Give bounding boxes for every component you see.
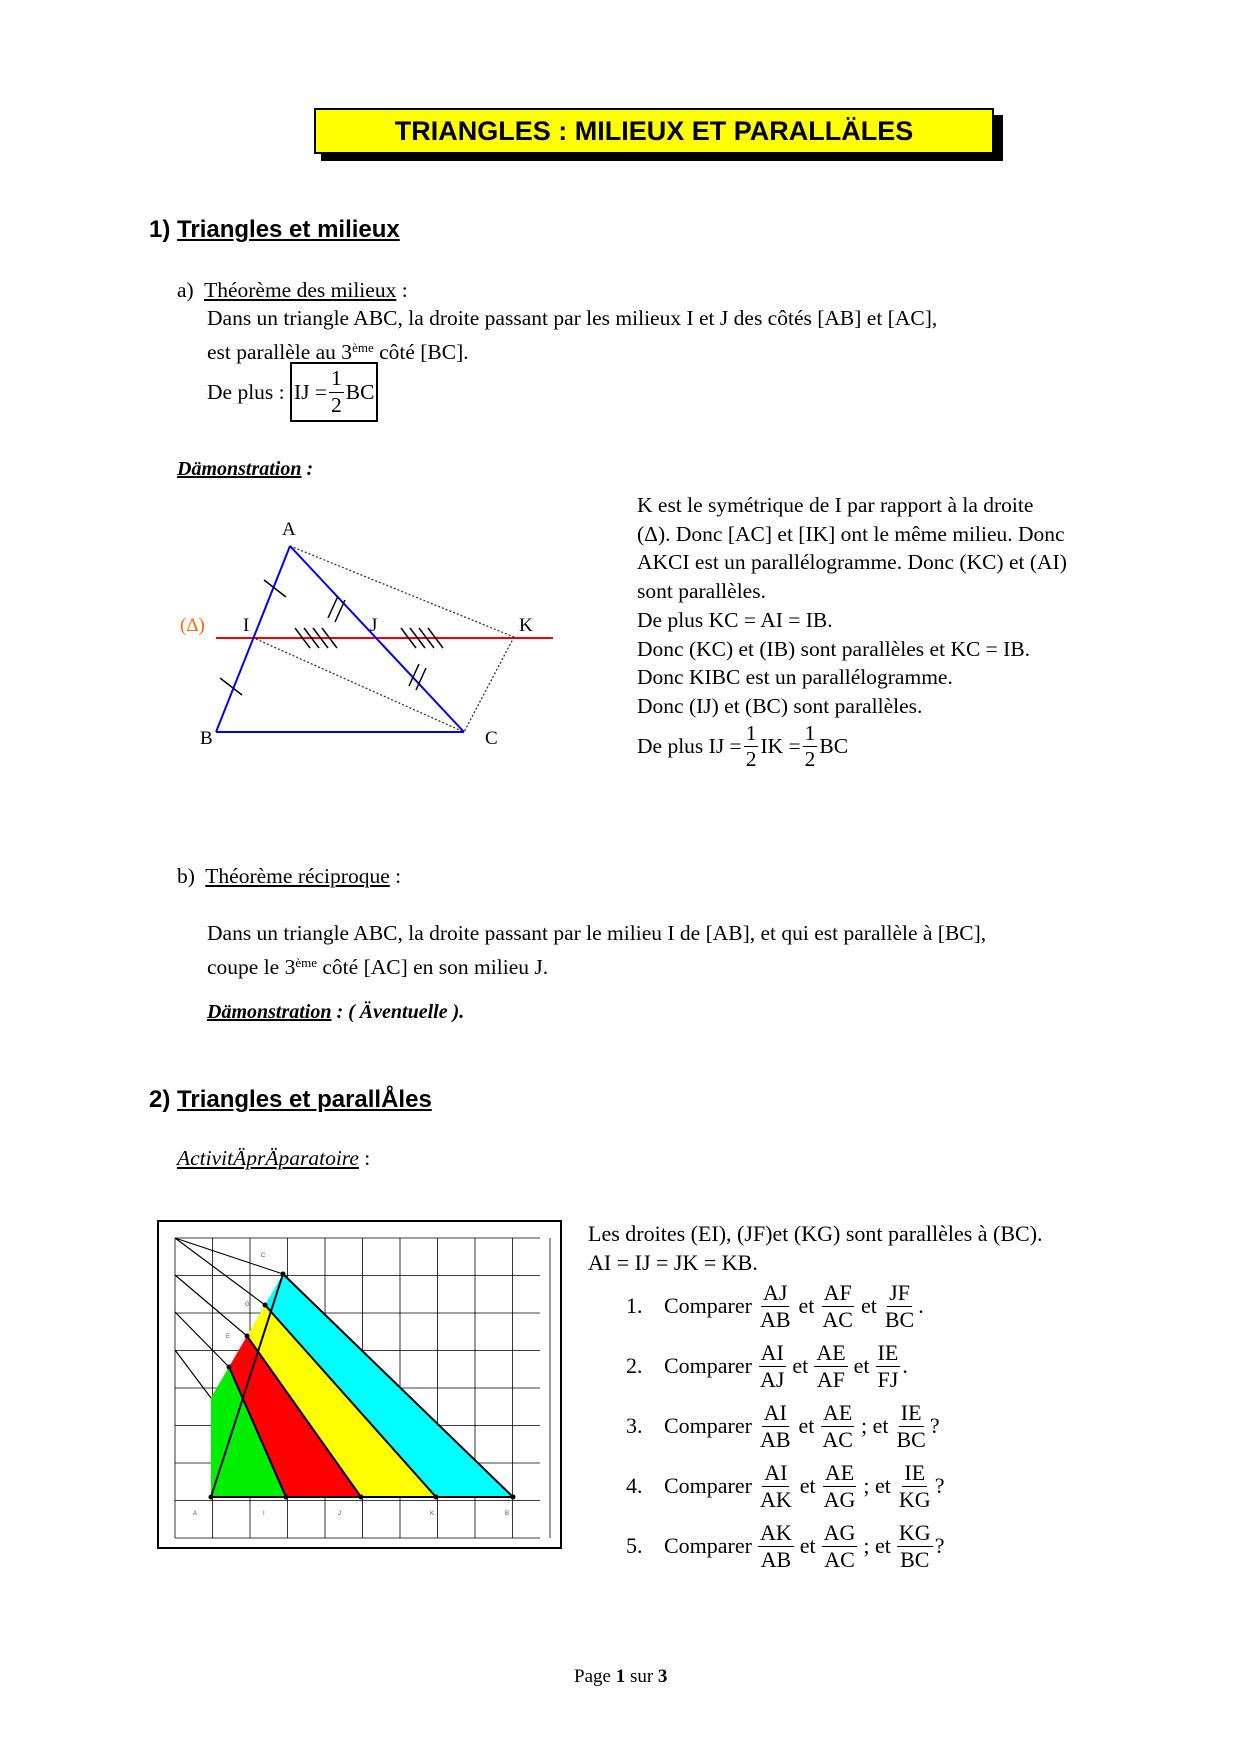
question-fraction-1-den: AB [759, 1426, 791, 1452]
question-end: ? [929, 1413, 940, 1438]
question-end: . [918, 1293, 924, 1318]
question-fraction-2 [820, 1279, 855, 1332]
question-fraction-2-num: AE [824, 1459, 855, 1485]
tiny-label-E: E [226, 1334, 231, 1340]
b-line2-sup: ème [295, 955, 318, 970]
midpoint-figure [170, 500, 570, 760]
question-sep-2: ; et [863, 1473, 891, 1498]
footer-page: 1 [615, 1666, 626, 1687]
section2-label: Triangles et parallÅles [177, 1086, 432, 1113]
question-item [626, 1456, 944, 1516]
question-fraction-3-den: BC [884, 1306, 915, 1332]
a-colon: : [396, 278, 408, 302]
question-fraction-3-den: FJ [877, 1366, 899, 1392]
question-verb: Comparer [664, 1353, 752, 1378]
question-fraction-2-num: AE [816, 1339, 846, 1365]
question-fraction-1-num: AJ [763, 1279, 788, 1305]
question-fraction-3 [894, 1399, 927, 1452]
proof-last-pre: De plus IJ = [637, 734, 742, 759]
a-title: Théorème des milieux [204, 278, 397, 302]
tiny-label-I: I [263, 1511, 265, 1517]
tiny-label-A: A [193, 1511, 198, 1517]
tiny-label-C: C [261, 1253, 266, 1259]
section1-label: Triangles et milieux [177, 216, 400, 243]
tiny-label-G: G [245, 1302, 250, 1308]
proof-den1: 2 [745, 747, 757, 772]
formula-num: 1 [329, 368, 344, 393]
formula-den: 2 [331, 392, 342, 417]
question-fraction-1-den: AJ [759, 1366, 785, 1392]
theorem-a-heading [177, 276, 408, 305]
questions-list [626, 1276, 944, 1576]
label-J: J [370, 615, 378, 636]
label-delta: (Δ) [180, 615, 205, 636]
proof-num1: 1 [744, 723, 759, 748]
question-verb: Comparer [664, 1413, 752, 1438]
question-fraction-3-den: BC [896, 1426, 926, 1452]
a-line2-post: côté [BC]. [373, 340, 469, 364]
a-marker: a) [177, 278, 194, 302]
label-B: B [200, 728, 213, 749]
question-number: 2. [626, 1353, 643, 1378]
question-number: 5. [626, 1533, 643, 1558]
question-fraction-1 [758, 1399, 793, 1452]
question-fraction-1-num: AI [763, 1399, 787, 1425]
question-sep-1: et [798, 1413, 815, 1438]
tiny-label-K: K [430, 1511, 435, 1517]
page-title: TRIANGLES : MILIEUX ET PARALLÄLES [314, 108, 994, 154]
question-fraction-3 [883, 1279, 916, 1332]
question-fraction-1 [758, 1519, 794, 1572]
question-end: ? [934, 1533, 945, 1558]
question-sep-2: et [860, 1293, 877, 1318]
section2-number: 2) [149, 1086, 171, 1113]
grid-figure [157, 1220, 563, 1550]
footer-total: 3 [657, 1666, 668, 1687]
proof-fraction-1 [744, 720, 759, 772]
question-fraction-2-den: AF [816, 1366, 846, 1392]
proof-den2: 2 [804, 747, 816, 772]
question-fraction-2 [820, 1399, 855, 1452]
label-K: K [519, 615, 533, 636]
question-fraction-3-den: BC [900, 1546, 930, 1572]
b-demo-rest: : ( Äventuelle ). [331, 1001, 465, 1023]
question-fraction-3-num: IE [877, 1339, 899, 1365]
question-verb: Comparer [664, 1293, 752, 1318]
activity-heading [177, 1144, 370, 1173]
b-colon: : [389, 864, 402, 888]
a-line2-pre: est parallèle au 3 [207, 340, 353, 364]
section1-number: 1) [149, 216, 171, 243]
question-fraction-2 [822, 1519, 858, 1572]
question-number: 3. [626, 1413, 643, 1438]
label-A: A [282, 519, 296, 540]
page-footer [574, 1666, 667, 1688]
question-fraction-1-den: AB [760, 1546, 792, 1572]
question-fraction-3-num: KG [898, 1519, 931, 1545]
question-fraction-1-num: AI [760, 1339, 784, 1365]
section2-heading [149, 1086, 432, 1114]
question-end: . [902, 1353, 908, 1378]
question-fraction-1 [758, 1339, 786, 1392]
question-fraction-1-den: AK [759, 1486, 792, 1512]
footer-pre: Page [574, 1666, 616, 1687]
question-fraction-3-num: IE [900, 1399, 922, 1425]
question-fraction-2-den: AC [824, 1546, 855, 1572]
proof-line: De plus KC = AI = IB. [637, 607, 833, 632]
question-sep-1: et [799, 1533, 816, 1558]
question-fraction-1-den: AB [759, 1306, 791, 1332]
theorem-a-formula [207, 362, 378, 422]
intro-line-1: Les droites (EI), (JF)et (KG) sont parallèles à (BC). [588, 1221, 1043, 1246]
demo-label-1 [177, 458, 313, 481]
proof-fraction-2 [803, 720, 818, 772]
question-fraction-2-den: AC [822, 1426, 853, 1452]
question-fraction-2-den: AG [823, 1486, 856, 1512]
label-I: I [243, 615, 250, 636]
question-fraction-1 [758, 1459, 794, 1512]
deplus-label: De plus : [207, 379, 285, 404]
demo-label-text: Dämonstration [177, 458, 302, 480]
question-fraction-2 [822, 1459, 858, 1512]
label-C: C [485, 728, 498, 749]
proof-last-mid: IK = [760, 734, 801, 759]
question-fraction-2-num: AF [823, 1279, 852, 1305]
question-verb: Comparer [664, 1533, 752, 1558]
proof-last-post: BC [819, 734, 849, 759]
question-sep-1: et [792, 1353, 809, 1378]
a-line2-sup: ème [352, 340, 374, 355]
tiny-label-B: B [505, 1511, 510, 1517]
question-number: 4. [626, 1473, 643, 1498]
question-verb: Comparer [664, 1473, 752, 1498]
proof-text [637, 491, 1067, 771]
question-fraction-3-num: JF [889, 1279, 910, 1305]
question-sep-2: ; et [860, 1413, 889, 1438]
question-item [626, 1336, 944, 1396]
question-sep-1: et [798, 1293, 815, 1318]
intro-line-2: AI = IJ = JK = KB. [588, 1250, 758, 1275]
b-line2-pre: coupe le 3 [207, 955, 296, 979]
proof-line: K est le symétrique de I par rapport à la droite [637, 493, 1034, 517]
demo-colon: : [301, 458, 314, 480]
theorem-b-line1: Dans un triangle ABC, la droite passant par le milieu I de [AB], et qui est parallèle à [BC], [207, 921, 987, 945]
demo-label-2 [207, 1001, 464, 1024]
footer-mid: sur [625, 1666, 658, 1687]
activity-colon: : [358, 1146, 371, 1170]
question-fraction-3-num: IE [904, 1459, 926, 1485]
proof-line: (Δ). Donc [AC] et [IK] ont le même milieu. Donc [637, 521, 1065, 546]
question-fraction-1-num: AI [764, 1459, 788, 1485]
proof-num2: 1 [803, 723, 818, 748]
theorem-b-line2 [207, 948, 548, 982]
question-fraction-2-num: AG [823, 1519, 856, 1545]
proof-line: Donc (KC) et (IB) sont parallèles et KC = IB. [637, 636, 1031, 661]
theorem-a-line1: Dans un triangle ABC, la droite passant par les milieux I et J des côtés [AB] et [AC], [207, 306, 938, 330]
b-line2-post: côté [AC] en son milieu J. [317, 955, 549, 979]
question-item [626, 1396, 944, 1456]
question-sep-1: et [799, 1473, 816, 1498]
question-fraction-1 [758, 1279, 793, 1332]
question-number: 1. [626, 1293, 643, 1318]
activity-label: ActivitÄprÄparatoire [177, 1146, 359, 1170]
proof-line: AKCI est un parallélogramme. Donc (KC) et (AI) [637, 550, 1067, 575]
section1-heading [149, 216, 400, 244]
question-fraction-2-num: AE [823, 1399, 853, 1425]
formula-fraction [329, 368, 344, 416]
proof-line: Donc KIBC est un parallélogramme. [637, 665, 953, 690]
question-item [626, 1276, 944, 1336]
proof-line: sont parallèles. [637, 579, 766, 604]
proof-line: Donc (IJ) et (BC) sont parallèles. [637, 693, 923, 718]
question-fraction-2 [814, 1339, 847, 1392]
question-fraction-3 [897, 1519, 933, 1572]
b-marker: b) [177, 864, 195, 888]
tiny-label-J: J [338, 1511, 341, 1517]
b-demo-label: Dämonstration [207, 1001, 332, 1023]
question-item [626, 1516, 944, 1576]
question-sep-2: et [853, 1353, 870, 1378]
question-fraction-3-den: KG [898, 1486, 931, 1512]
formula-lhs: IJ = [294, 379, 328, 404]
question-fraction-2-den: AC [822, 1306, 853, 1332]
question-end: ? [934, 1473, 945, 1498]
question-fraction-1-num: AK [759, 1519, 792, 1545]
question-fraction-3 [897, 1459, 933, 1512]
question-sep-2: ; et [863, 1533, 891, 1558]
proof-last-line [637, 720, 1067, 772]
formula-box [290, 362, 378, 422]
question-fraction-3 [876, 1339, 901, 1392]
b-title: Théorème réciproque [205, 864, 390, 888]
theorem-b-heading [177, 862, 401, 891]
formula-rhs: BC [345, 379, 375, 404]
